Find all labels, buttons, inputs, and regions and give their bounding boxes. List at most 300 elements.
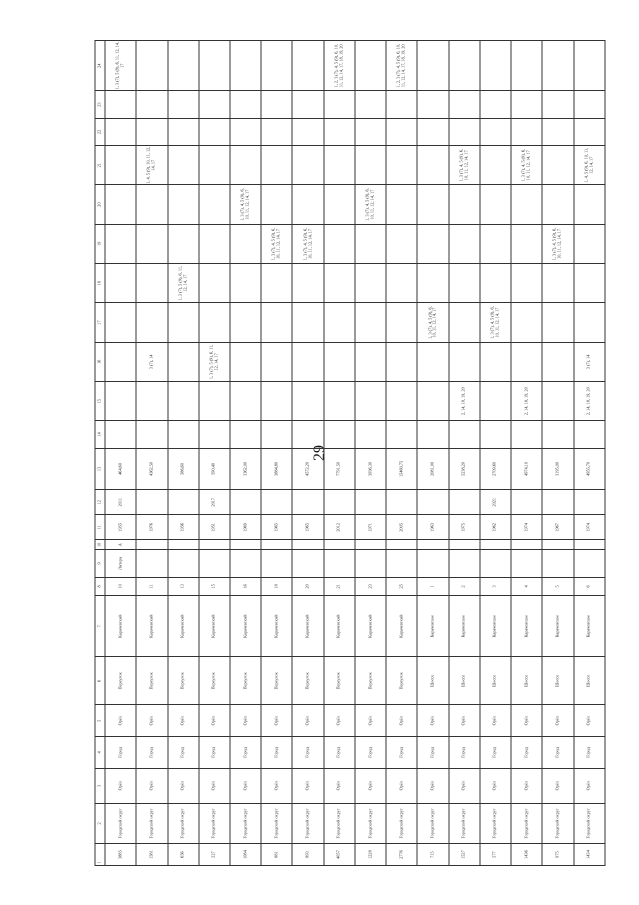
table-cell: 1, 4, 5 (9), 6, 10, 11, 12, 14, 17 bbox=[574, 146, 605, 185]
table-cell bbox=[261, 490, 292, 515]
table-cell: Переулок bbox=[230, 657, 261, 705]
table-cell: 1, 3 (7), 4, 5 (9), 6, 10, 11, 12, 14, 17 bbox=[542, 224, 573, 263]
table-row bbox=[261, 41, 292, 866]
table-cell: Карачевский bbox=[105, 596, 136, 657]
table-row bbox=[324, 41, 355, 866]
table-cell: 6 bbox=[574, 577, 605, 596]
table-cell: 590,40 bbox=[199, 448, 230, 490]
table-cell: Орёл bbox=[542, 768, 573, 803]
table-cell: 656 bbox=[168, 844, 199, 866]
table-cell: Карачевский bbox=[199, 596, 230, 657]
table-cell bbox=[261, 146, 292, 185]
table-cell: Переулок bbox=[386, 657, 417, 705]
table-cell bbox=[199, 224, 230, 263]
table-cell: Литера bbox=[105, 550, 136, 577]
table-cell: 1, 3 (7), 5 (9), 6, 11, 12, 14, 17 bbox=[168, 264, 199, 303]
table-cell bbox=[449, 91, 480, 118]
table-cell bbox=[199, 118, 230, 145]
table-cell bbox=[230, 146, 261, 185]
column-number-cell: 3 bbox=[95, 768, 105, 803]
table-cell bbox=[511, 185, 542, 224]
table-cell: Орёл bbox=[230, 705, 261, 737]
table-cell: Карачевский bbox=[261, 596, 292, 657]
table-cell: 893 bbox=[292, 844, 323, 866]
table-cell: Городской округ bbox=[574, 803, 605, 843]
table-cell bbox=[199, 540, 230, 550]
table-cell bbox=[324, 185, 355, 224]
table-cell: 15460,75 bbox=[386, 448, 417, 490]
table-cell: 1974 bbox=[574, 515, 605, 540]
table-cell bbox=[417, 382, 448, 421]
table-cell bbox=[449, 421, 480, 448]
table-cell bbox=[136, 303, 167, 342]
table-cell: А bbox=[105, 540, 136, 550]
table-cell bbox=[261, 91, 292, 118]
table-cell: Городской округ bbox=[105, 803, 136, 843]
table-cell bbox=[574, 550, 605, 577]
table-cell: Городской округ bbox=[417, 803, 448, 843]
table-cell: 3884,80 bbox=[261, 448, 292, 490]
table-cell: Город bbox=[261, 737, 292, 769]
table-cell bbox=[168, 185, 199, 224]
table-cell: Карачевский bbox=[136, 596, 167, 657]
table-cell: Орёл bbox=[105, 768, 136, 803]
table-cell bbox=[511, 421, 542, 448]
table-cell: Переулок bbox=[136, 657, 167, 705]
column-number-row bbox=[95, 41, 105, 866]
table-cell bbox=[542, 540, 573, 550]
table-cell bbox=[542, 41, 573, 91]
table-cell: Карачевский bbox=[386, 596, 417, 657]
table-cell: Карачевский bbox=[355, 596, 386, 657]
table-cell bbox=[449, 490, 480, 515]
table-cell bbox=[261, 264, 292, 303]
table-row bbox=[480, 41, 511, 866]
page-number: 29 bbox=[311, 445, 328, 461]
table-cell bbox=[292, 41, 323, 91]
table-cell bbox=[417, 421, 448, 448]
table-cell: Орёл bbox=[230, 768, 261, 803]
column-number-cell: 8 bbox=[95, 577, 105, 596]
table-cell: 715 bbox=[417, 844, 448, 866]
table-cell bbox=[168, 224, 199, 263]
table-cell bbox=[230, 118, 261, 145]
table-cell bbox=[168, 303, 199, 342]
table-cell: Городской округ bbox=[261, 803, 292, 843]
table-cell: Город bbox=[199, 737, 230, 769]
table-cell: 1967 bbox=[542, 515, 573, 540]
table-cell bbox=[136, 421, 167, 448]
table-row bbox=[542, 41, 573, 866]
table-cell: Орёл bbox=[574, 705, 605, 737]
table-cell bbox=[574, 303, 605, 342]
table-cell bbox=[105, 264, 136, 303]
table-cell: Город bbox=[449, 737, 480, 769]
column-number-cell: 6 bbox=[95, 657, 105, 705]
table-cell bbox=[511, 264, 542, 303]
table-cell bbox=[355, 490, 386, 515]
table-cell: 1956 bbox=[168, 515, 199, 540]
table-cell bbox=[292, 185, 323, 224]
table-cell bbox=[324, 264, 355, 303]
table-cell: Карачевское bbox=[417, 596, 448, 657]
table-cell bbox=[542, 264, 573, 303]
table-cell: 2081,00 bbox=[417, 448, 448, 490]
table-cell: Орёл bbox=[511, 768, 542, 803]
table-cell bbox=[417, 41, 448, 91]
table-cell: 1, 3 (7), 4, 5 (9), 6, 10, 11, 12, 14, 17 bbox=[230, 185, 261, 224]
table-cell: Шоссе bbox=[574, 657, 605, 705]
table-cell: 25 bbox=[386, 577, 417, 596]
table-cell bbox=[574, 540, 605, 550]
table-cell: 1962 bbox=[480, 515, 511, 540]
housing-register-table bbox=[95, 40, 606, 866]
table-cell bbox=[261, 550, 292, 577]
table-cell: 1, 3 (7), 4, 5 (9), 6, 10, 11, 12, 14, 17 bbox=[480, 303, 511, 342]
table-cell bbox=[105, 224, 136, 263]
table-cell: Город bbox=[480, 737, 511, 769]
table-cell bbox=[574, 421, 605, 448]
table-cell bbox=[168, 41, 199, 91]
table-cell: 586,60 bbox=[168, 448, 199, 490]
table-cell: Городской округ bbox=[511, 803, 542, 843]
table-cell bbox=[574, 41, 605, 91]
column-number-cell: 12 bbox=[95, 490, 105, 515]
table-cell bbox=[261, 382, 292, 421]
table-cell: Городской округ bbox=[230, 803, 261, 843]
table-cell: Город bbox=[574, 737, 605, 769]
table-cell: Орёл bbox=[511, 705, 542, 737]
table-cell bbox=[542, 550, 573, 577]
table-cell: 1581 bbox=[136, 844, 167, 866]
table-cell: 1971 bbox=[355, 515, 386, 540]
table-cell: 10 bbox=[105, 577, 136, 596]
table-cell: Карачевский bbox=[324, 596, 355, 657]
table-cell bbox=[324, 540, 355, 550]
table-cell: 1, 2, 3 (7), 4, 5 (9), 6, 10, 11, 12, 14, 17, 18, 19, 20 bbox=[386, 41, 417, 91]
table-cell: Орёл bbox=[292, 768, 323, 803]
table-cell bbox=[574, 118, 605, 145]
table-row bbox=[136, 41, 167, 866]
table-cell: Орёл bbox=[449, 705, 480, 737]
table-cell bbox=[449, 342, 480, 381]
table-cell: Город bbox=[230, 737, 261, 769]
table-cell bbox=[168, 91, 199, 118]
table-cell bbox=[480, 421, 511, 448]
table-cell bbox=[542, 490, 573, 515]
table-cell bbox=[574, 264, 605, 303]
table-cell: 3936,30 bbox=[355, 448, 386, 490]
table-cell: Город bbox=[324, 737, 355, 769]
table-cell bbox=[136, 41, 167, 91]
table-cell: Карачевское bbox=[542, 596, 573, 657]
table-cell bbox=[386, 303, 417, 342]
table-cell: Шоссе bbox=[542, 657, 573, 705]
table-cell: 3885 bbox=[105, 844, 136, 866]
table-row bbox=[230, 41, 261, 866]
table-cell bbox=[230, 41, 261, 91]
table-cell: 1434 bbox=[574, 844, 605, 866]
table-cell bbox=[480, 146, 511, 185]
table-cell: 13 bbox=[168, 577, 199, 596]
table-cell bbox=[355, 342, 386, 381]
table-cell bbox=[168, 342, 199, 381]
table-cell: Городской округ bbox=[542, 803, 573, 843]
table-cell bbox=[168, 540, 199, 550]
table-cell bbox=[542, 118, 573, 145]
table-cell: 18 bbox=[261, 577, 292, 596]
table-row bbox=[199, 41, 230, 866]
table-cell: 2, 14, 18, 19, 20 bbox=[449, 382, 480, 421]
table-cell bbox=[480, 540, 511, 550]
table-cell bbox=[386, 490, 417, 515]
table-cell bbox=[386, 550, 417, 577]
table-cell bbox=[480, 118, 511, 145]
table-cell bbox=[230, 550, 261, 577]
table-cell: Город bbox=[105, 737, 136, 769]
table-cell bbox=[480, 264, 511, 303]
table-cell bbox=[168, 490, 199, 515]
table-cell: Переулок bbox=[199, 657, 230, 705]
column-number-cell: 4 bbox=[95, 737, 105, 769]
table-cell bbox=[449, 118, 480, 145]
table-cell: 2, 14, 18, 19, 20 bbox=[574, 382, 605, 421]
table-cell: 1, 3 (7), 4, 5 (9), 6, 10, 11, 12, 14, 17 bbox=[449, 146, 480, 185]
table-cell: Орёл bbox=[574, 768, 605, 803]
table-cell: 2709,60 bbox=[480, 448, 511, 490]
table-cell bbox=[417, 540, 448, 550]
table-cell: 1, 2, 3 (7), 4, 5 (9), 6, 10, 11, 12, 14, 17, 18, 19, 20 bbox=[324, 41, 355, 91]
table-cell bbox=[417, 224, 448, 263]
table-cell bbox=[105, 303, 136, 342]
table-cell: 20 bbox=[292, 577, 323, 596]
table-cell: 1, 3 (7), 5 (9), 6, 11, 12, 14, 17 bbox=[199, 342, 230, 381]
table-cell: Орёл bbox=[324, 705, 355, 737]
table-cell bbox=[324, 303, 355, 342]
table-cell bbox=[355, 41, 386, 91]
table-cell bbox=[136, 540, 167, 550]
table-cell: 1965 bbox=[292, 515, 323, 540]
column-number-cell: 11 bbox=[95, 515, 105, 540]
table-cell bbox=[105, 421, 136, 448]
table-cell bbox=[542, 421, 573, 448]
table-cell bbox=[324, 118, 355, 145]
table-cell bbox=[417, 550, 448, 577]
table-cell bbox=[574, 185, 605, 224]
table-cell: Городской округ bbox=[168, 803, 199, 843]
column-number-cell: 23 bbox=[95, 91, 105, 118]
table-cell bbox=[355, 540, 386, 550]
table-cell bbox=[386, 146, 417, 185]
table-cell bbox=[480, 342, 511, 381]
column-number-cell: 18 bbox=[95, 264, 105, 303]
column-number-cell: 17 bbox=[95, 303, 105, 342]
table-cell bbox=[230, 421, 261, 448]
table-cell bbox=[449, 540, 480, 550]
table-cell: Орёл bbox=[449, 768, 480, 803]
table-cell: Шоссе bbox=[449, 657, 480, 705]
table-cell: 16 bbox=[230, 577, 261, 596]
table-cell: Орёл bbox=[261, 705, 292, 737]
table-cell bbox=[386, 421, 417, 448]
table-cell bbox=[292, 421, 323, 448]
table-cell: Городской округ bbox=[480, 803, 511, 843]
table-cell bbox=[324, 382, 355, 421]
table-cell: Город bbox=[168, 737, 199, 769]
table-row bbox=[292, 41, 323, 866]
table-cell: 1975 bbox=[449, 515, 480, 540]
table-cell: Орёл bbox=[105, 705, 136, 737]
table-cell: 1 bbox=[417, 577, 448, 596]
table-cell: 1976 bbox=[136, 515, 167, 540]
table-cell: Орёл bbox=[168, 768, 199, 803]
table-cell bbox=[230, 540, 261, 550]
table-cell bbox=[324, 224, 355, 263]
table-cell: Переулок bbox=[261, 657, 292, 705]
table-cell: Орёл bbox=[542, 705, 573, 737]
table-cell bbox=[542, 342, 573, 381]
column-number-cell: 24 bbox=[95, 41, 105, 91]
table-cell: 1084 bbox=[230, 844, 261, 866]
table-cell bbox=[199, 550, 230, 577]
column-number-cell: 16 bbox=[95, 342, 105, 381]
table-cell bbox=[292, 540, 323, 550]
table-cell bbox=[417, 91, 448, 118]
table-cell: Переулок bbox=[292, 657, 323, 705]
table-cell bbox=[199, 146, 230, 185]
table-cell: 1955 bbox=[105, 515, 136, 540]
table-cell bbox=[324, 550, 355, 577]
table-cell bbox=[480, 382, 511, 421]
table-cell: Орёл bbox=[355, 705, 386, 737]
table-cell bbox=[136, 118, 167, 145]
table-cell bbox=[324, 146, 355, 185]
column-number-cell: 20 bbox=[95, 185, 105, 224]
table-cell bbox=[199, 185, 230, 224]
table-cell bbox=[261, 185, 292, 224]
table-cell bbox=[480, 91, 511, 118]
table-cell bbox=[199, 303, 230, 342]
table-cell: Орёл bbox=[480, 768, 511, 803]
table-cell: Город bbox=[417, 737, 448, 769]
column-number-cell: 19 bbox=[95, 224, 105, 263]
table-cell: 1, 4, 5 (9), 10, 11, 12, 14, 17 bbox=[136, 146, 167, 185]
table-cell: 4955,70 bbox=[574, 448, 605, 490]
table-cell bbox=[199, 421, 230, 448]
table-cell bbox=[542, 185, 573, 224]
table-cell bbox=[480, 224, 511, 263]
table-cell bbox=[230, 490, 261, 515]
table-cell bbox=[292, 550, 323, 577]
table-body bbox=[95, 41, 605, 866]
table-cell bbox=[324, 91, 355, 118]
table-cell bbox=[230, 91, 261, 118]
table-cell bbox=[449, 550, 480, 577]
table-cell: Орёл bbox=[386, 768, 417, 803]
table-cell bbox=[168, 550, 199, 577]
table-cell bbox=[511, 540, 542, 550]
table-cell bbox=[105, 146, 136, 185]
table-cell: 2021 bbox=[480, 490, 511, 515]
table-cell bbox=[355, 264, 386, 303]
column-number-cell: 5 bbox=[95, 705, 105, 737]
table-cell bbox=[417, 342, 448, 381]
table-cell: Орёл bbox=[480, 705, 511, 737]
table-row bbox=[449, 41, 480, 866]
table-cell bbox=[386, 224, 417, 263]
table-cell: 1974 bbox=[511, 515, 542, 540]
table-cell: Карачевский bbox=[230, 596, 261, 657]
table-cell: 1436 bbox=[511, 844, 542, 866]
table-cell bbox=[292, 264, 323, 303]
table-cell: 227 bbox=[199, 844, 230, 866]
table-cell: Город bbox=[292, 737, 323, 769]
table-cell bbox=[480, 41, 511, 91]
table-cell: 2776 bbox=[386, 844, 417, 866]
table-cell bbox=[417, 185, 448, 224]
table-cell bbox=[355, 118, 386, 145]
table-cell: 4362,50 bbox=[136, 448, 167, 490]
table-cell bbox=[449, 264, 480, 303]
table-cell: Городской округ bbox=[355, 803, 386, 843]
table-cell bbox=[417, 264, 448, 303]
table-cell bbox=[199, 41, 230, 91]
table-row bbox=[574, 41, 605, 866]
table-cell: 577 bbox=[480, 844, 511, 866]
table-cell bbox=[292, 382, 323, 421]
table-cell bbox=[511, 303, 542, 342]
table-cell: 1, 3 (7), 4, 5 (9), 6, 10, 11, 12, 14, 17 bbox=[261, 224, 292, 263]
table-cell bbox=[417, 146, 448, 185]
table-cell bbox=[105, 342, 136, 381]
table-cell bbox=[136, 264, 167, 303]
table-cell: Карачевское bbox=[574, 596, 605, 657]
table-cell: 4974,10 bbox=[511, 448, 542, 490]
table-cell: Орёл bbox=[136, 705, 167, 737]
table-cell: 464,60 bbox=[105, 448, 136, 490]
table-cell: 1, 3 (7), 4, 5 (9), 6, 10, 11, 12, 14, 17 bbox=[417, 303, 448, 342]
column-number-cell: 13 bbox=[95, 448, 105, 490]
table-cell bbox=[417, 118, 448, 145]
table-cell bbox=[199, 91, 230, 118]
table-cell: Город bbox=[386, 737, 417, 769]
column-number-cell: 21 bbox=[95, 146, 105, 185]
table-cell: Городской округ bbox=[199, 803, 230, 843]
table-cell bbox=[542, 146, 573, 185]
table-cell bbox=[542, 303, 573, 342]
table-cell bbox=[136, 185, 167, 224]
table-cell bbox=[136, 550, 167, 577]
table-cell bbox=[324, 342, 355, 381]
table-cell bbox=[355, 146, 386, 185]
table-cell: Орёл bbox=[168, 705, 199, 737]
table-cell bbox=[355, 303, 386, 342]
table-cell bbox=[511, 224, 542, 263]
table-cell bbox=[355, 224, 386, 263]
table-cell: 1, 3 (7), 4, 5 (9), 6, 10, 11, 12, 14, 17 bbox=[292, 224, 323, 263]
table-cell bbox=[261, 421, 292, 448]
table-cell bbox=[511, 342, 542, 381]
table-cell bbox=[511, 41, 542, 91]
table-cell: Карачевский bbox=[292, 596, 323, 657]
table-cell bbox=[292, 146, 323, 185]
table-cell bbox=[355, 550, 386, 577]
table-cell: Карачевское bbox=[480, 596, 511, 657]
table-cell: Переулок bbox=[355, 657, 386, 705]
column-number-cell: 1 bbox=[95, 844, 105, 866]
table-cell bbox=[542, 91, 573, 118]
table-cell: Шоссе bbox=[480, 657, 511, 705]
